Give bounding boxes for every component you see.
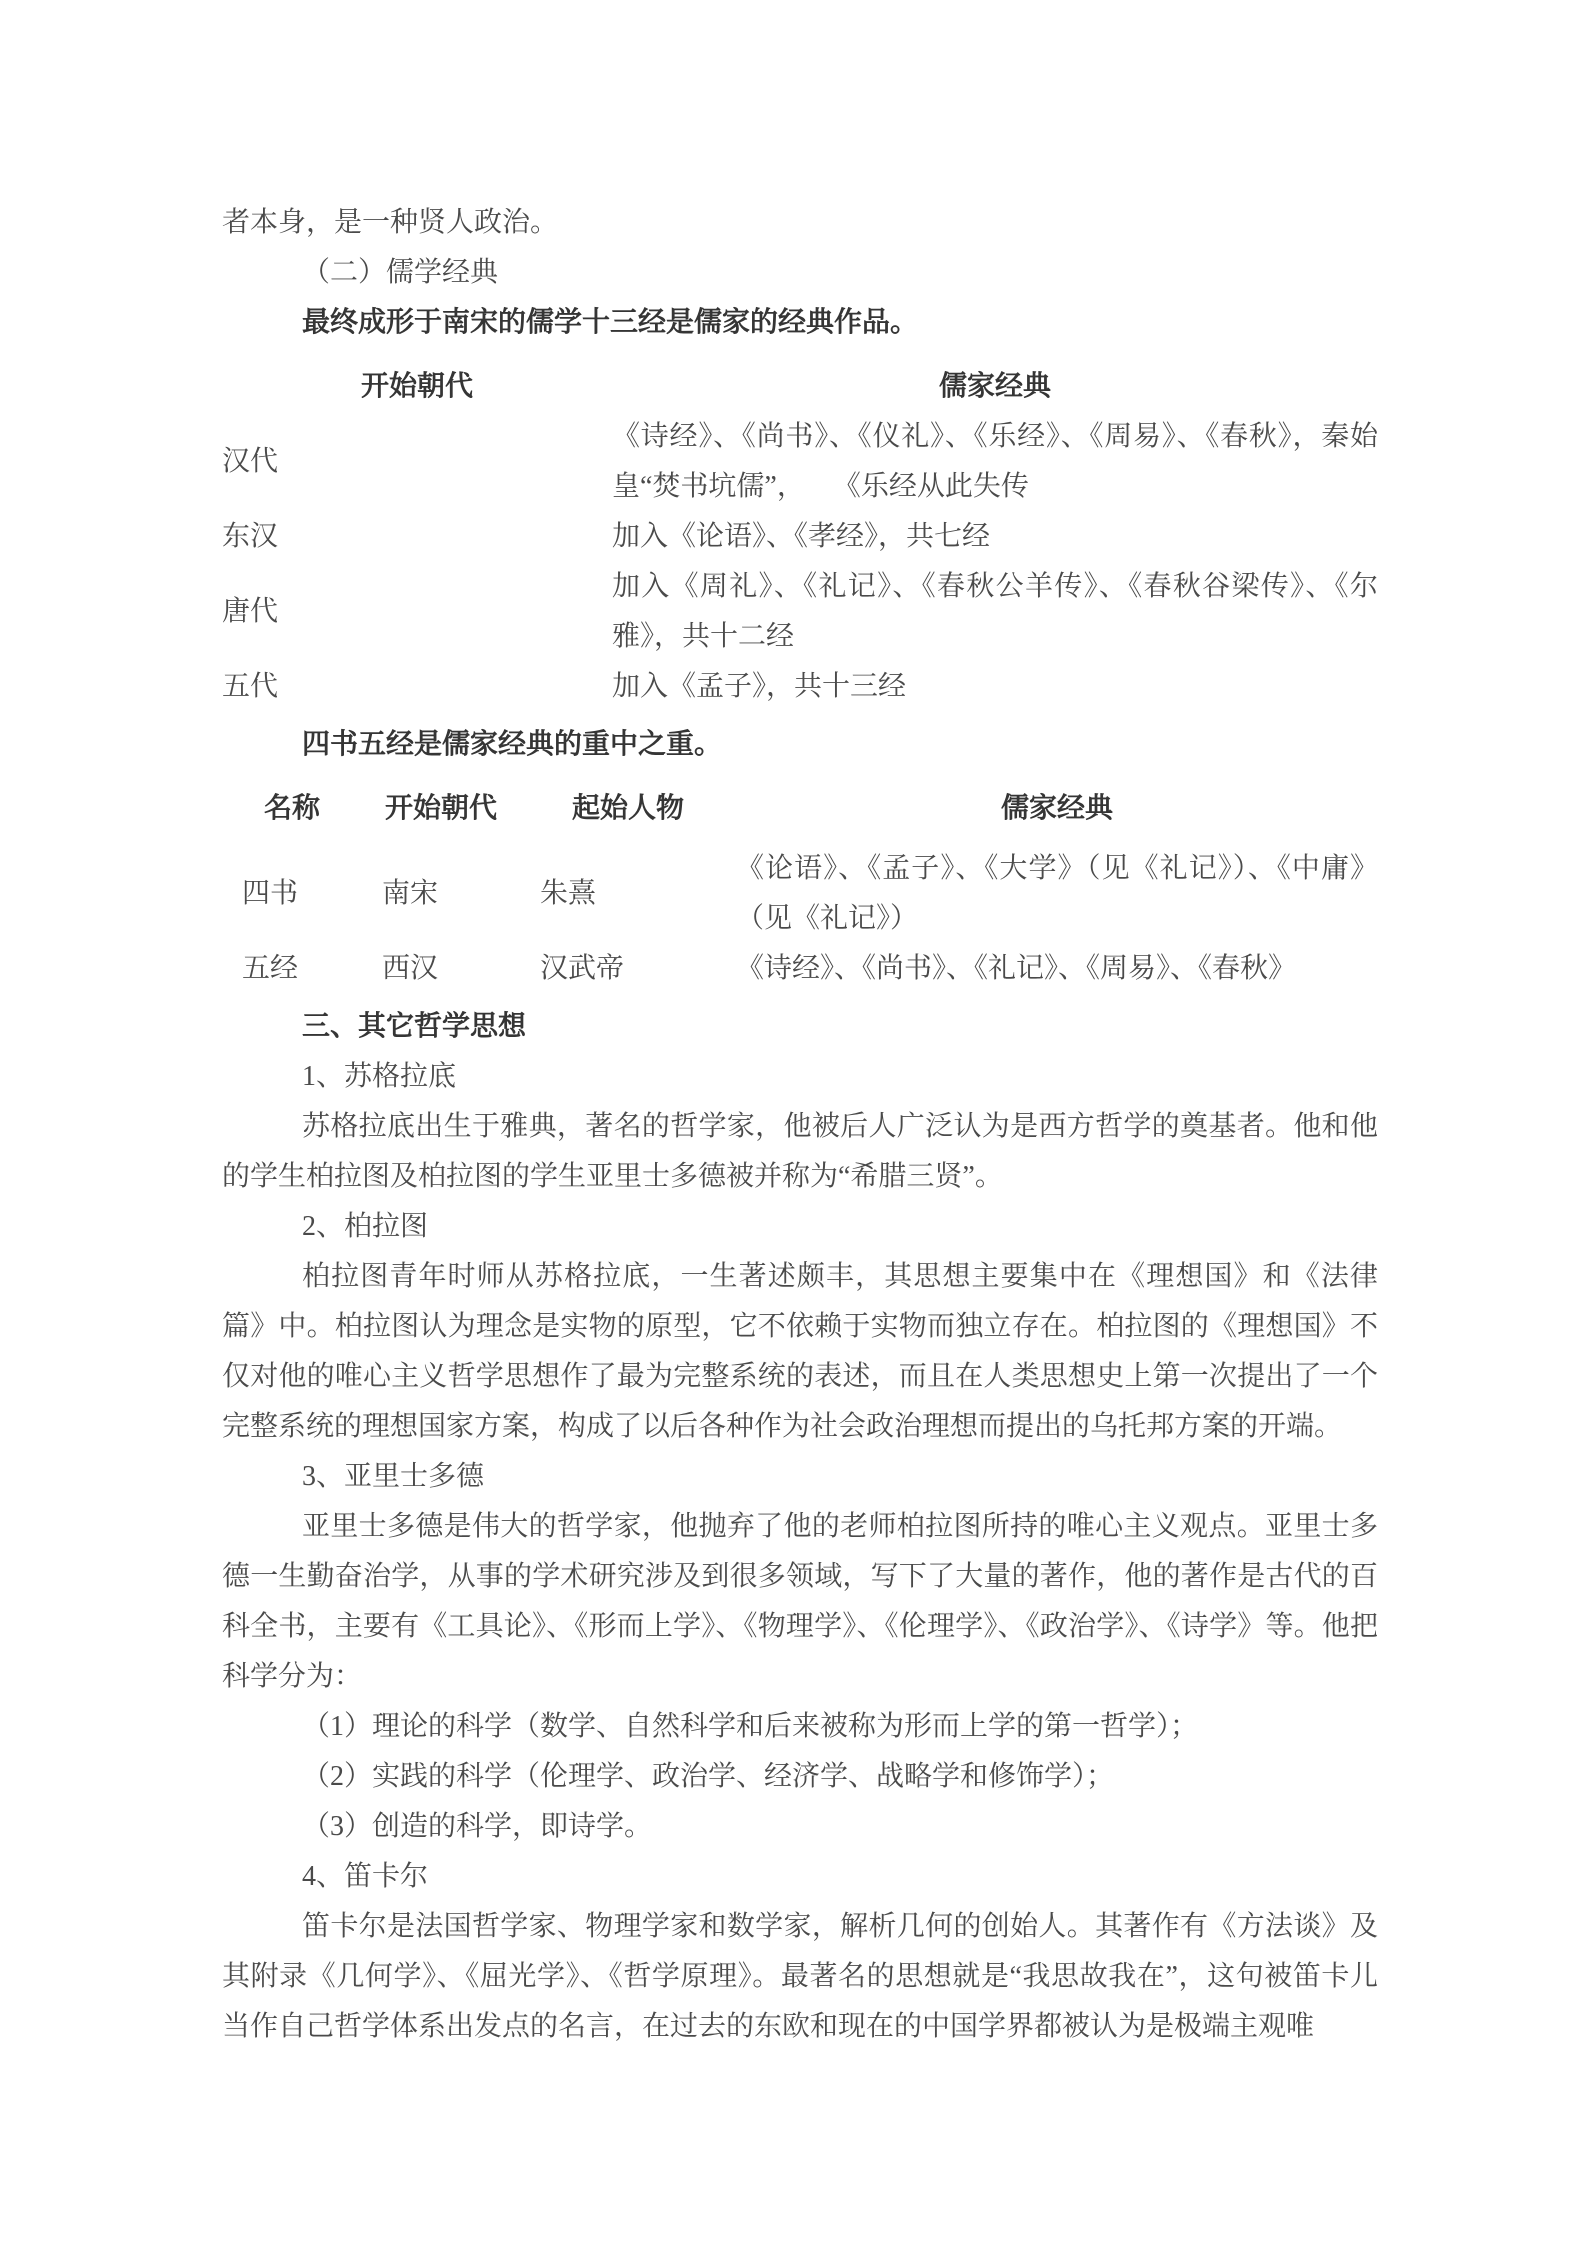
name-cell: 五经	[242, 953, 299, 984]
dynasty-cell: 南宋	[382, 878, 439, 909]
column-header-classics: 儒家经典	[938, 371, 1051, 402]
science-list-item-3: （3）创造的科学，即诗学。	[302, 1811, 653, 1842]
section-heading-confucian-classics: （二）儒学经典	[302, 257, 499, 288]
document-content	[222, 198, 1378, 2052]
person-cell: 朱熹	[540, 878, 597, 909]
classics-cell: 加入《孟子》，共十三经	[612, 671, 907, 702]
subheading-descartes: 4、笛卡尔	[302, 1861, 429, 1892]
thirteen-classics-table	[222, 362, 1378, 712]
classics-cell: 加入《周礼》、《礼记》、《春秋公羊传》、《春秋谷梁传》、《尔雅》，共十二经	[612, 571, 1378, 652]
paragraph-descartes: 笛卡尔是法国哲学家、物理学家和数学家，解析几何的创始人。其著作有《方法谈》及其附录《几何学》、《屈光学》、《哲学原理》。最著名的思想就是“我思故我在”，这句被笛卡儿当作自己哲学体系出发点的名言，在过去的东欧和现在的中国学界都被认为是极端主观唯	[222, 1911, 1378, 2042]
dynasty-cell: 东汉	[222, 521, 279, 552]
classics-cell: 加入《论语》、《孝经》，共七经	[612, 521, 991, 552]
subheading-aristotle: 3、亚里士多德	[302, 1461, 485, 1492]
table-row	[222, 512, 1378, 562]
table-row	[222, 662, 1378, 712]
dynasty-cell: 唐代	[222, 596, 279, 627]
column-header-name: 名称	[263, 793, 320, 824]
classics-cell: 《论语》、《孟子》、《大学》（见《礼记》）、《中庸》（见《礼记》）	[736, 853, 1378, 934]
table-header-row	[222, 362, 1378, 412]
dynasty-cell: 五代	[222, 671, 279, 702]
table-row	[222, 944, 1378, 994]
column-header-dynasty: 开始朝代	[360, 371, 473, 402]
paragraph-plato: 柏拉图青年时师从苏格拉底，一生著述颇丰，其思想主要集中在《理想国》和《法律篇》中。柏拉图认为理念是实物的原型，它不依赖于实物而独立存在。柏拉图的《理想国》不仅对他的唯心主义哲学思想作了最为完整系统的表述，而且在人类思想史上第一次提出了一个完整系统的理想国家方案，构成了以后各种作为社会政治理想而提出的乌托邦方案的开端。	[222, 1261, 1378, 1442]
classics-cell: 《诗经》、《尚书》、《礼记》、《周易》、《春秋》	[736, 953, 1297, 984]
classics-cell: 《诗经》、《尚书》、《仪礼》、《乐经》、《周易》、《春秋》，秦始皇“焚书坑儒”， 《乐经从此失传	[612, 421, 1378, 502]
science-list-item-2: （2）实践的科学（伦理学、政治学、经济学、战略学和修饰学）；	[302, 1761, 1115, 1792]
paragraph-socrates: 苏格拉底出生于雅典，著名的哲学家，他被后人广泛认为是西方哲学的奠基者。他和他的学生柏拉图及柏拉图的学生亚里士多德被并称为“希腊三贤”。	[222, 1111, 1378, 1192]
subheading-socrates: 1、苏格拉底	[302, 1061, 457, 1092]
four-books-intro: 四书五经是儒家经典的重中之重。	[302, 729, 723, 760]
column-header-person: 起始人物	[571, 793, 684, 824]
thirteen-classics-intro: 最终成形于南宋的儒学十三经是儒家的经典作品。	[302, 307, 919, 338]
science-list-item-1: （1）理论的科学（数学、自然科学和后来被称为形而上学的第一哲学）；	[302, 1711, 1199, 1742]
dynasty-cell: 汉代	[222, 446, 279, 477]
subheading-plato: 2、柏拉图	[302, 1211, 429, 1242]
four-books-table	[222, 784, 1378, 994]
name-cell: 四书	[242, 878, 299, 909]
section-heading-other-philosophy: 三、其它哲学思想	[302, 1011, 527, 1042]
dynasty-cell: 西汉	[382, 953, 439, 984]
continuation-line: 者本身，是一种贤人政治。	[222, 207, 559, 238]
column-header-classics: 儒家经典	[1000, 793, 1113, 824]
column-header-dynasty: 开始朝代	[384, 793, 497, 824]
person-cell: 汉武帝	[540, 953, 625, 984]
table-row	[222, 562, 1378, 662]
table-row	[222, 844, 1378, 944]
table-header-row	[222, 784, 1378, 834]
paragraph-aristotle: 亚里士多德是伟大的哲学家，他抛弃了他的老师柏拉图所持的唯心主义观点。亚里士多德一生勤奋治学，从事的学术研究涉及到很多领域，写下了大量的著作，他的著作是古代的百科全书，主要有《工具论》、《形而上学》、《物理学》、《伦理学》、《政治学》、《诗学》等。他把科学分为：	[222, 1511, 1378, 1692]
table-row	[222, 412, 1378, 512]
